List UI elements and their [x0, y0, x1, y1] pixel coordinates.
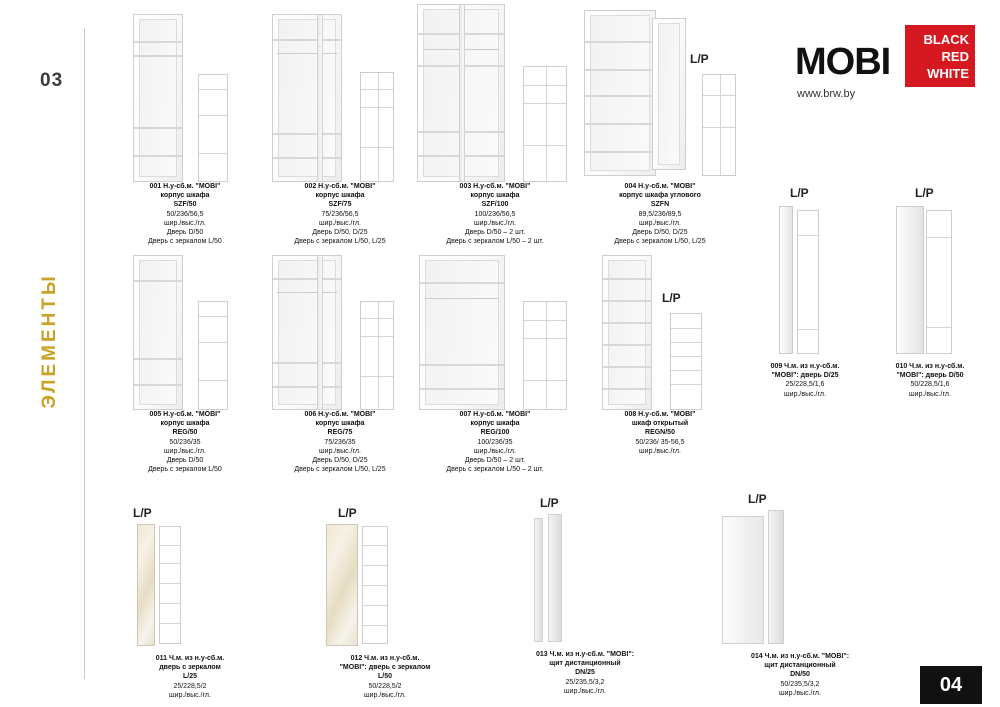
item-011-caption: 011 Ч.м. из н.у-сб.м. дверь с зеркалом L/25 25/228,5/2 шир./выс./гл.: [155, 655, 225, 699]
item-002: [250, 14, 430, 246]
item-012: [290, 500, 480, 700]
logo-box-line3: WHITE: [927, 66, 969, 81]
item-001-caption: 001 Н.у-сб.м. "MOBI" корпус шкафа SZF/50 50/236/56,5 шир./выс./гл. Дверь D/50 Дверь с зеркалом L/50: [148, 183, 222, 246]
logo-url: www.brw.by: [797, 88, 856, 100]
logo-box-line1: BLACK: [923, 32, 969, 47]
item-009-caption: 009 Ч.м. из н.у-сб.м. "MOBI": дверь D/25 25/228,5/1,6 шир./выс./гл.: [770, 363, 840, 398]
item-011-illustration: [95, 524, 285, 646]
item-005: [95, 255, 275, 474]
item-008-illustration: [560, 255, 760, 410]
item-014-caption: 014 Ч.м. из н.у-сб.м. "MOBI": щит дистанционный DN/50 50/235,5/3,2 шир./выс./гл.: [750, 653, 850, 697]
item-011: [95, 500, 285, 700]
item-003-caption: 003 Н.у-сб.м. "MOBI" корпус шкафа SZF/100 100/236/56,5 шир./выс./гл. Дверь D/50 – 2 шт. Дверь с зеркалом L/50 – 2 шт.: [446, 183, 544, 246]
item-014-lp-label: L/P: [748, 492, 767, 506]
item-007-caption: 007 Н.у-сб.м. "MOBI" корпус шкафа REG/100 100/236/35 шир./выс./гл. Дверь D/50 – 2 шт. Дверь с зеркалом L/50 – 2 шт.: [446, 411, 544, 474]
item-012-lp-label: L/P: [338, 506, 357, 520]
item-012-illustration: [290, 524, 480, 646]
item-013: [490, 492, 680, 696]
item-001: [95, 14, 275, 246]
item-009: [745, 178, 855, 399]
item-006-caption: 006 Н.у-сб.м. "MOBI" корпус шкафа REG/75 75/236/35 шир./выс./гл. Дверь D/50, D/25 Дверь с зеркалом L/50, L/25: [294, 411, 386, 474]
page-number-top: 03: [40, 70, 64, 91]
left-rail: [0, 0, 92, 707]
item-008: [560, 255, 760, 456]
item-004: [560, 4, 760, 246]
item-009-lp-label: L/P: [790, 186, 809, 200]
item-003-illustration: [405, 4, 585, 182]
rail-divider: [84, 28, 85, 679]
logo-wordmark: MOBI: [795, 41, 891, 83]
item-013-illustration: [490, 514, 680, 642]
item-014-illustration: [700, 510, 900, 644]
logo-box-line2: RED: [941, 49, 969, 64]
item-010: [870, 178, 980, 399]
item-008-caption: 008 Н.у-сб.м. "MOBI" шкаф открытый REGN/50 50/236/ 35-56,5 шир./выс./гл.: [624, 411, 696, 455]
item-001-illustration: [95, 14, 275, 182]
item-010-lp-label: L/P: [915, 186, 934, 200]
item-010-illustration: [870, 206, 980, 356]
page-number-bottom: 04: [920, 666, 982, 704]
item-013-caption: 013 Ч.м. из н.у-сб.м. "MOBI": щит дистанционный DN/25 25/235,5/3,2 шир./выс./гл.: [535, 651, 635, 695]
item-011-lp-label: L/P: [133, 506, 152, 520]
item-013-lp-label: L/P: [540, 496, 559, 510]
item-004-lp-label: L/P: [690, 52, 709, 66]
item-004-caption: 004 Н.у-сб.м. "MOBI" корпус шкафа углового SZFN 89,5/236/89,5 шир./выс./гл. Дверь D/50, D/25 Дверь с зеркалом L/50, L/25: [614, 183, 706, 246]
item-002-caption: 002 Н.у-сб.м. "MOBI" корпус шкафа SZF/75 75/236/56,5 шир./выс./гл. Дверь D/50, D/25 Дверь с зеркалом L/50, L/25: [294, 183, 386, 246]
logo-color-box: [905, 25, 975, 87]
item-007-illustration: [405, 255, 585, 410]
item-005-illustration: [95, 255, 275, 410]
item-009-illustration: [745, 206, 855, 356]
item-010-caption: 010 Ч.м. из н.у-сб.м. "MOBI": дверь D/50 50/228,5/1,6 шир./выс./гл.: [895, 363, 965, 398]
item-003: [405, 4, 585, 246]
item-007: [405, 255, 585, 474]
item-004-illustration: [560, 4, 760, 182]
item-002-illustration: [250, 14, 430, 182]
item-008-lp-label: L/P: [662, 291, 681, 305]
section-title-vertical: ЭЛЕМЕНТЫ: [39, 273, 60, 409]
item-006-illustration: [250, 255, 430, 410]
brand-logo: [795, 25, 975, 103]
item-014: [700, 488, 900, 698]
item-005-caption: 005 Н.у-сб.м. "MOBI" корпус шкафа REG/50 50/236/35 шир./выс./гл. Дверь D/50 Дверь с зеркалом L/50: [148, 411, 222, 474]
item-006: [250, 255, 430, 474]
item-012-caption: 012 Ч.м. из н.у-сб.м. "MOBI": дверь с зеркалом L/50 50/228,5/2 шир./выс./гл.: [339, 655, 431, 699]
